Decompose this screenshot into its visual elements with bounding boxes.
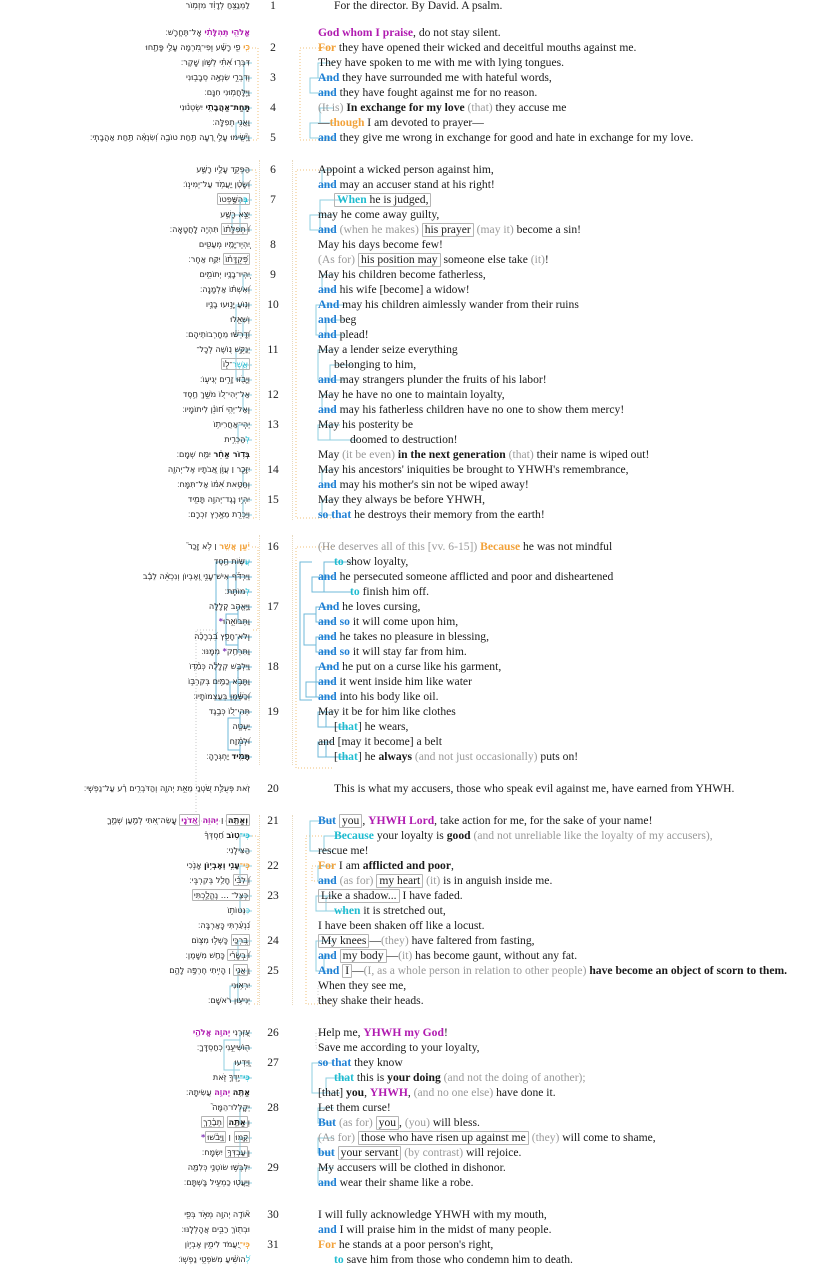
english-text: They have spoken to me with me with lying tongues. bbox=[318, 56, 565, 69]
english-text: Appoint a wicked person against him, bbox=[318, 163, 494, 176]
hebrew-text: וַיֶּאֱהַ֣ב קְ֭לָלָה bbox=[208, 601, 250, 611]
hebrew-text: וַאֲנִ֥י תְפִלָּֽה׃ bbox=[212, 117, 250, 127]
verse-number: 25 bbox=[267, 964, 279, 977]
hebrew-text: קָ֤מוּ ׀ וַיֵּבֹ֗שׁוּ* bbox=[200, 1132, 248, 1142]
verse-number: 2 bbox=[270, 41, 276, 54]
hebrew-text: בְּהִשָּׁ֣פְטוֹ bbox=[219, 194, 248, 204]
english-text: May his children become fatherless, bbox=[318, 268, 486, 281]
english-text: May it be for him like clothes bbox=[318, 705, 456, 718]
english-text: And he loves cursing, bbox=[318, 600, 421, 613]
verse-line bbox=[0, 297, 825, 312]
hebrew-text: יִזָּכֵ֤ר ׀ עֲוֺ֣ן אֲ֭בֹתָיו אֶל־יְהוָ֑ה bbox=[167, 464, 250, 474]
english-text: But (as for) you , (you) will bless. bbox=[318, 1116, 480, 1129]
verse-number: 5 bbox=[270, 131, 276, 144]
hebrew-text: כִּֽי־יַ֭עֲמֹד לִימִ֣ין אֶבְי֑וֹן bbox=[184, 1239, 250, 1249]
verse-number: 14 bbox=[267, 463, 279, 476]
verse-line bbox=[0, 644, 825, 659]
hebrew-text: וַתָּבֹ֣א כַמַּ֣יִם בְּקִרְבּ֑וֹ bbox=[188, 676, 250, 686]
english-text: so that he destroys their memory from the earth! bbox=[318, 508, 545, 521]
english-text: And he put on a curse like his garment, bbox=[318, 660, 502, 673]
english-text: (As for) those who have risen up against me (they) will come to shame, bbox=[318, 1131, 656, 1144]
verse-line bbox=[0, 1130, 825, 1145]
verse-line bbox=[0, 25, 825, 40]
english-text: that this is your doing (and not the doing of another); bbox=[334, 1071, 586, 1084]
hebrew-text: דִּבְּר֥וּ אִ֝תִּ֗י לְשׁ֣וֹן שָֽׁקֶר׃ bbox=[180, 57, 250, 67]
english-text: For I am afflicted and poor, bbox=[318, 859, 454, 872]
hebrew-text: כְּצֵל־ … נֶהֱלָ֑כְתִּי bbox=[193, 890, 248, 900]
english-text: and may strangers plunder the fruits of his labor! bbox=[318, 373, 547, 386]
hebrew-text: ה֖וֹשִׁיעֵ֣נִי כְחַסְדֶּֽךָ׃ bbox=[196, 1042, 250, 1052]
english-text: For he stands at a poor person's right, bbox=[318, 1238, 494, 1251]
hebrew-text: וְ֝לִבִּ֗י חָלַ֥ל בְּקִרְבִּֽי׃ bbox=[189, 875, 250, 885]
verse-line bbox=[0, 477, 825, 492]
english-text: but your servant (by contrast) will rejoice. bbox=[318, 1146, 522, 1159]
hebrew-text: לְמוֹתֵֽת׃ bbox=[224, 586, 250, 596]
verse-line bbox=[0, 1115, 825, 1130]
hebrew-text: וְנ֤וֹעַ יָנ֣וּעוּ בָנָ֣יו bbox=[205, 299, 250, 309]
verse-line bbox=[0, 387, 825, 402]
hebrew-text: וַיָּ֘שִׂ֤ימוּ עָלַ֣י רָ֭עָה תַּ֣חַת טוֹבָ֑ה וְ֝שִׂנְאָ֗ה תַּ֣חַת אַהֲבָתִֽי׃ bbox=[89, 132, 250, 142]
hebrew-text: לַמְנַצֵּ֥חַ לְדָוִ֗ד מִזְמ֥וֹר bbox=[185, 0, 250, 10]
hebrew-text: וְֽאַל־יְהִ֥י ח֝וֹנֵ֗ן לִיתוֹמָֽיו׃ bbox=[182, 404, 250, 414]
verse-line bbox=[0, 1160, 825, 1175]
verse-number: 26 bbox=[267, 1026, 279, 1039]
english-text: —though I am devoted to prayer— bbox=[318, 116, 484, 129]
hebrew-text: וְֽעַבְדְּךָ֥ יִשְׂמָֽח׃ bbox=[201, 1147, 250, 1157]
english-text: But you , YHWH Lord, take action for me, for the sake of your name! bbox=[318, 814, 653, 827]
hebrew-text: אֱלֹהֵ֥י תְהִלָּתִ֗י אַֽל־תֶּחֱרַֽשׁ׃ bbox=[165, 27, 250, 37]
verse-number: 9 bbox=[270, 268, 276, 281]
english-text: May a lender seize everything bbox=[318, 343, 458, 356]
english-text: and plead! bbox=[318, 328, 369, 341]
english-text: rescue me! bbox=[318, 844, 369, 857]
hebrew-text: לְהַכְרִ֑ית bbox=[224, 434, 250, 444]
english-text: (As for) his position may someone else take (it)! bbox=[318, 253, 549, 266]
verse-line bbox=[0, 55, 825, 70]
hebrew-text: יִֽהְיֽוּ־יָמָ֥יו מְעַטִּ֑ים bbox=[198, 239, 250, 249]
english-text: For they have opened their wicked and deceitful mouths against me. bbox=[318, 41, 637, 54]
english-text: may he come away guilty, bbox=[318, 208, 440, 221]
hebrew-text: כִּ֤י פִ֪י רָשָׁ֡ע וּֽפִי־מִ֭רְמָה עָלַ֣י פָּתָ֑חוּ bbox=[145, 42, 250, 52]
hebrew-text: תַּֽחַת־אַהֲבָתִ֥י יִשְׂטְנ֗וּנִי bbox=[179, 102, 250, 112]
english-text: belonging to him, bbox=[334, 358, 417, 371]
english-text: And may his children aimlessly wander from their ruins bbox=[318, 298, 579, 311]
english-text: May his days become few! bbox=[318, 238, 443, 251]
hebrew-text: יְנַקֵּ֣שׁ נ֭וֹשֶׁה לְכָל־ bbox=[196, 344, 250, 354]
hebrew-text: נִ֝נְעַ֗רְתִּי כָּֽאַרְבֶּֽה׃ bbox=[198, 920, 250, 930]
english-text: and [may it become] a belt bbox=[318, 735, 442, 748]
verse-line bbox=[0, 1207, 825, 1222]
hebrew-text: וַיִּלְבַּ֥שׁ קְלָלָ֗ה כְּמַ֫דּ֥וֹ bbox=[189, 661, 250, 671]
verse-line bbox=[0, 1025, 825, 1040]
verse-line bbox=[0, 130, 825, 145]
english-text: May his ancestors' iniquities be brought to YHWH's remembrance, bbox=[318, 463, 629, 476]
verse-line bbox=[0, 357, 825, 372]
verse-line bbox=[0, 1055, 825, 1070]
english-text: When they see me, bbox=[318, 979, 407, 992]
verse-line bbox=[0, 1252, 825, 1267]
verse-line bbox=[0, 629, 825, 644]
english-text: and wear their shame like a robe. bbox=[318, 1176, 474, 1189]
verse-number: 22 bbox=[267, 859, 279, 872]
verse-number: 19 bbox=[267, 705, 279, 718]
verse-line bbox=[0, 177, 825, 192]
verse-line bbox=[0, 282, 825, 297]
hebrew-text: וְאַתָּ֤ה ׀ יְהוִ֣ה אֲ֭דֹנָי עֲֽשֵׂה־אִ֭תִּי לְמַ֣עַן שְׁמֶ֑ךָ bbox=[107, 815, 248, 825]
english-text: and into his body like oil. bbox=[318, 690, 439, 703]
hebrew-text: וַיִּֽלָּחֲמ֥וּנִי חִנָּֽם׃ bbox=[204, 87, 250, 97]
verse-line bbox=[0, 462, 825, 477]
verse-line bbox=[0, 614, 825, 629]
verse-line bbox=[0, 267, 825, 282]
hebrew-text: וַתְּבוֹאֵ֑הוּ* bbox=[218, 616, 250, 626]
english-text: May (it be even) in the next generation (that) their name is wiped out! bbox=[318, 448, 650, 461]
english-text: May his posterity be bbox=[318, 418, 413, 431]
hebrew-text: אַתָּ֖ה יְהוָ֣ה עֲשִׂיתָֽהּ׃ bbox=[185, 1087, 250, 1097]
verse-number: 20 bbox=[267, 782, 279, 795]
english-text: doomed to destruction! bbox=[350, 433, 458, 446]
verse-line bbox=[0, 858, 825, 873]
verse-line bbox=[0, 1040, 825, 1055]
english-text: I have been shaken off like a locust. bbox=[318, 919, 485, 932]
verse-line bbox=[0, 828, 825, 843]
verse-line bbox=[0, 843, 825, 858]
verse-line bbox=[0, 933, 825, 948]
verse-line bbox=[0, 781, 825, 796]
english-text: And they have surrounded me with hateful words, bbox=[318, 71, 552, 84]
english-text: God whom I praise, do not stay silent. bbox=[318, 26, 501, 39]
english-text: When he is judged, bbox=[294, 192, 825, 207]
hebrew-text: וְֽ֭יֵדְעוּ bbox=[234, 1057, 250, 1067]
hebrew-text: יְקַֽלְלוּ־הֵמָּה֮ bbox=[212, 1102, 250, 1112]
verse-line bbox=[0, 312, 825, 327]
hebrew-text: וְאַתָּ֪ה תְבָ֫רֵ֥ךְ bbox=[203, 1117, 250, 1127]
verse-number: 7 bbox=[270, 193, 276, 206]
hebrew-text: וְ֝דָרְשׁ֗וּ מֵחָרְבוֹתֵיהֶֽם׃ bbox=[185, 329, 250, 339]
hebrew-text: תְּהִי־ל֭וֹ כְּבֶ֣גֶד bbox=[208, 706, 250, 716]
hebrew-text: וְֽלֹא־חָפֵ֥ץ בִּ֝בְרָכָ֗ה bbox=[194, 631, 250, 641]
english-text: Let them curse! bbox=[318, 1101, 391, 1114]
english-text: and may his mother's sin not be wiped away! bbox=[318, 478, 529, 491]
verse-line bbox=[0, 237, 825, 252]
english-text: For the director. By David. A psalm. bbox=[334, 0, 503, 12]
hebrew-text: יַ֗עַן אֲשֶׁ֤ר ׀ לֹ֥א זָכַר֮ bbox=[188, 541, 250, 551]
verse-number: 13 bbox=[267, 418, 279, 431]
english-text: My accusers will be clothed in dishonor. bbox=[318, 1161, 506, 1174]
verse-number: 11 bbox=[267, 343, 279, 356]
verse-line bbox=[0, 207, 825, 222]
verse-line bbox=[0, 948, 825, 963]
verse-line bbox=[0, 1100, 825, 1115]
verse-number: 12 bbox=[267, 388, 279, 401]
english-text: and my body —(it) has become gaunt, without any fat. bbox=[318, 949, 578, 962]
verse-number: 6 bbox=[270, 163, 276, 176]
verse-number: 8 bbox=[270, 238, 276, 251]
verse-number: 4 bbox=[270, 101, 276, 114]
verse-line bbox=[0, 1175, 825, 1190]
hebrew-text: כִּֽי־עָנִ֣י וְאֶבְי֣וֹן אָנֹ֑כִי bbox=[186, 860, 250, 870]
verse-line bbox=[0, 402, 825, 417]
hebrew-text: כִּי־יָ֣דְךָ֣ זֹּ֑את bbox=[212, 1072, 250, 1082]
verse-line bbox=[0, 1222, 825, 1237]
hebrew-text: וַתִּרְחַ֥ק* מִמֶּֽנּוּ׃ bbox=[201, 646, 250, 656]
verse-number: 3 bbox=[270, 71, 276, 84]
english-text: and they have fought against me for no reason. bbox=[318, 86, 538, 99]
hebrew-text: בְּד֥וֹר אַחֵ֗ר יִמַּ֥ח שְׁמָֽם׃ bbox=[176, 449, 250, 459]
verse-number: 15 bbox=[267, 493, 279, 506]
verse-line bbox=[0, 1237, 825, 1252]
verse-line bbox=[0, 100, 825, 115]
english-text: And I —(I, as a whole person in relation to other people) have become an object of scorn to them. bbox=[318, 964, 788, 977]
hebrew-text: בִּ֭רְכַּי כָּשְׁל֣וּ מִצּ֑וֹם bbox=[191, 935, 248, 945]
hebrew-text: אַל־יְהִי־ל֭וֹ מֹשֵׁ֣ךְ חָ֑סֶד bbox=[182, 389, 250, 399]
english-text: [that] he wears, bbox=[334, 720, 409, 733]
english-text: This is what my accusers, those who speak evil against me, have earned from YHWH. bbox=[334, 782, 735, 795]
english-text: and I will praise him in the midst of many people. bbox=[318, 1223, 552, 1236]
verse-line bbox=[0, 873, 825, 888]
hebrew-text: כִּנְטוֹת֣וֹ bbox=[227, 905, 250, 915]
verse-line bbox=[0, 342, 825, 357]
english-text: and they give me wrong in exchange for good and hate in exchange for my love. bbox=[318, 131, 694, 144]
english-text: Because your loyalty is good (and not unreliable like the loyalty of my accusers), bbox=[334, 829, 713, 842]
verse-line bbox=[0, 978, 825, 993]
verse-number: 1 bbox=[270, 0, 276, 12]
verse-line bbox=[0, 417, 825, 432]
verse-line bbox=[0, 492, 825, 507]
verse-number: 18 bbox=[267, 660, 279, 673]
hebrew-text: וְיָבֹ֖זּוּ זָרִ֣ים יְגִיעֽוֹ׃ bbox=[199, 374, 250, 384]
verse-line bbox=[0, 40, 825, 55]
english-text: Help me, YHWH my God! bbox=[318, 1026, 448, 1039]
hebrew-text: אֲשֶׁר־ל֑וֹ bbox=[222, 359, 248, 369]
verse-number: 10 bbox=[267, 298, 279, 311]
english-text: and may an accuser stand at his right! bbox=[318, 178, 495, 191]
verse-line bbox=[0, 749, 825, 764]
verse-line bbox=[0, 1085, 825, 1100]
hebrew-text: וְחַטַּ֥את אִ֝מּ֗וֹ אַל־תִּמָּֽח׃ bbox=[177, 479, 250, 489]
hebrew-text: לְ֝הוֹשִׁ֗יעַ מִשֹּׁפְטֵ֥י נַפְשֽׁוֹ׃ bbox=[178, 1254, 250, 1264]
verse-number: 21 bbox=[267, 814, 279, 827]
verse-line bbox=[0, 507, 825, 522]
english-text: and may his fatherless children have no one to show them mercy! bbox=[318, 403, 625, 416]
english-text: and (when he makes) his prayer (may it) become a sin! bbox=[318, 223, 581, 236]
english-text: and it went inside him like water bbox=[318, 675, 472, 688]
verse-number: 29 bbox=[267, 1161, 279, 1174]
verse-line bbox=[0, 734, 825, 749]
verse-line bbox=[0, 539, 825, 554]
verse-line bbox=[0, 689, 825, 704]
hebrew-text: יִהְי֣וּ נֶֽגֶד־יְהוָ֣ה תָּמִ֑יד bbox=[187, 494, 250, 504]
verse-number: 17 bbox=[267, 600, 279, 613]
verse-line bbox=[0, 963, 825, 978]
hebrew-text: וּ֝בְשָׂרִ֗י כָּחַ֥שׁ מִשָּֽׁמֶן׃ bbox=[185, 950, 250, 960]
hebrew-text: הַפְקֵ֣ד עָלָ֣יו רָשָׁ֑ע bbox=[196, 164, 250, 174]
hebrew-text: וּ֝תְפִלָּת֗וֹ תִּהְיֶ֥ה לַֽחֲטָאָֽה׃ bbox=[169, 224, 250, 234]
verse-line bbox=[0, 704, 825, 719]
english-text: to save him from those who condemn him to death. bbox=[334, 1253, 573, 1266]
english-text: to show loyalty, bbox=[334, 555, 409, 568]
hebrew-text: הַצִּילֵֽנִי׃ bbox=[226, 845, 250, 855]
hebrew-text: יִֽהְיוּ־בָנָ֥יו יְתוֹמִ֑ים bbox=[199, 269, 250, 279]
english-text: to finish him off. bbox=[350, 585, 430, 598]
hebrew-text: א֘וֹדֶ֤ה יְהוָ֣ה מְאֹ֣ד בְּפִ֑י bbox=[184, 1209, 250, 1219]
english-text: and his wife [become] a widow! bbox=[318, 283, 470, 296]
english-text: and so it will stay far from him. bbox=[318, 645, 467, 658]
hebrew-text: וּ֝לְמֵ֗זַח bbox=[229, 736, 250, 746]
verse-line bbox=[0, 252, 825, 267]
english-text: May he have no one to maintain loyalty, bbox=[318, 388, 505, 401]
hebrew-text: יִלְבְּשׁ֣וּ שׂוֹטְנַ֣י כְּלִמָּ֑ה bbox=[187, 1162, 250, 1172]
verse-number: 27 bbox=[267, 1056, 279, 1069]
english-text: May they always be before YHWH, bbox=[318, 493, 485, 506]
hebrew-text: וְיַכְרֵ֖ת מֵאֶ֣רֶץ זִכְרָֽם׃ bbox=[187, 509, 250, 519]
verse-line bbox=[0, 162, 825, 177]
verse-line bbox=[0, 674, 825, 689]
english-text: and beg bbox=[318, 313, 357, 326]
hebrew-text: וְיַעֲט֖וּ כַמְעִ֣יל בָּשְׁתָּֽם׃ bbox=[183, 1177, 250, 1187]
verse-line bbox=[0, 327, 825, 342]
hebrew-text: וְשִׁאֵ֑לוּ bbox=[230, 314, 250, 324]
verse-line bbox=[0, 813, 825, 828]
verse-number: 24 bbox=[267, 934, 279, 947]
hebrew-text: וְ֝אִשְׁתּ֗וֹ אַלְמָנָֽה׃ bbox=[199, 284, 250, 294]
hebrew-text: וַיִּרְדֹּ֡ף אִישׁ־עָנִ֣י וְ֭אֶבְיוֹן וְנִכְאֵ֨ה לֵבָ֬ב bbox=[142, 571, 250, 581]
verse-line bbox=[0, 432, 825, 447]
english-text: [that] he always (and not just occasionally) puts on! bbox=[334, 750, 579, 763]
verse-line bbox=[0, 554, 825, 569]
verse-line bbox=[0, 1145, 825, 1160]
verse-number: 28 bbox=[267, 1101, 279, 1114]
verse-line bbox=[0, 1070, 825, 1085]
verse-number: 31 bbox=[267, 1238, 279, 1251]
hebrew-text: וּבְת֖וֹךְ רַבִּ֣ים אֲהַֽלְלֶֽנּוּ׃ bbox=[181, 1224, 250, 1234]
verse-line bbox=[0, 70, 825, 85]
verse-line bbox=[0, 918, 825, 933]
hebrew-text: וְ֝כַשֶּׁ֗מֶן בְּעַצְמוֹתָֽיו׃ bbox=[193, 691, 250, 701]
hebrew-text: עָ֭זְרֵנִי יְהוָ֣ה אֱלֹהָ֑י bbox=[192, 1027, 250, 1037]
english-text: and (as for) my heart (it) is in anguish inside me. bbox=[318, 874, 553, 887]
english-text: (He deserves all of this [vv. 6-15]) Because he was not mindful bbox=[318, 540, 613, 553]
english-text: when it is stretched out, bbox=[334, 904, 446, 917]
english-text: Save me according to your loyalty, bbox=[318, 1041, 480, 1054]
hebrew-text: כִּי־ט֥וֹב חַ֝סְדְּךָ֗ bbox=[204, 830, 250, 840]
hebrew-text: יְהִֽי־אַחֲרִית֥וֹ bbox=[213, 419, 250, 429]
verse-number: 16 bbox=[267, 540, 279, 553]
verse-line bbox=[0, 447, 825, 462]
english-text: My knees —(they) have faltered from fasting, bbox=[294, 933, 825, 948]
english-text: I will fully acknowledge YHWH with my mouth, bbox=[318, 1208, 547, 1221]
verse-line bbox=[0, 85, 825, 100]
hebrew-text: יְנִיע֥וּן רֹאשָֽׁם׃ bbox=[207, 995, 250, 1005]
verse-line bbox=[0, 0, 825, 13]
verse-number: 30 bbox=[267, 1208, 279, 1221]
hebrew-text: יַעְטֶ֑ה bbox=[232, 721, 250, 731]
hebrew-text: וְ֝שָׂטָ֗ן יַעֲמֹ֥ד עַל־יְמִינֽוֹ׃ bbox=[182, 179, 250, 189]
verse-line bbox=[0, 993, 825, 1008]
hebrew-text: פְּ֝קֻדָּת֗וֹ יִקַּ֥ח אַחֵֽר׃ bbox=[188, 254, 248, 264]
verse-line bbox=[0, 372, 825, 387]
verse-line bbox=[0, 569, 825, 584]
english-text: Like a shadow... I have faded. bbox=[294, 888, 825, 903]
hebrew-text: יֵצֵ֣א רָשָׁ֑ע bbox=[220, 209, 250, 219]
verse-number: 23 bbox=[267, 889, 279, 902]
verse-line bbox=[0, 719, 825, 734]
hebrew-text: תָּמִ֥יד יַחְגְּרֶֽהָ׃ bbox=[206, 751, 250, 761]
verse-line bbox=[0, 222, 825, 237]
english-text: and so it will come upon him, bbox=[318, 615, 459, 628]
hebrew-text: וַאֲנִ֤י ׀ הָיִ֣יתִי חֶרְפָּ֣ה לָהֶ֑ם bbox=[169, 965, 250, 975]
english-text: so that they know bbox=[318, 1056, 403, 1069]
english-text: [that] you, YHWH, (and no one else) have done it. bbox=[318, 1086, 556, 1099]
hebrew-text: יִרְא֥וּנִי bbox=[231, 980, 250, 990]
verse-line bbox=[0, 599, 825, 614]
english-text: and he persecuted someone afflicted and poor and disheartened bbox=[318, 570, 614, 583]
hebrew-text: זֹ֤את פְּעֻלַּ֣ת שֹׂ֭טְנַי מֵאֵ֣ת יְהוָ֑ה וְהַדֹּבְרִ֥ים רָ֗ע עַל־נַפְשִֽׁי׃ bbox=[83, 783, 250, 793]
verse-line bbox=[0, 192, 825, 207]
hebrew-text: עֲשׂ֪וֹת חָ֥סֶד bbox=[213, 556, 250, 566]
verse-line bbox=[0, 659, 825, 674]
english-text: (It is) In exchange for my love (that) they accuse me bbox=[318, 101, 567, 114]
english-text: they shake their heads. bbox=[318, 994, 424, 1007]
verse-line bbox=[0, 888, 825, 903]
english-text: and he takes no pleasure in blessing, bbox=[318, 630, 489, 643]
verse-line bbox=[0, 115, 825, 130]
verse-line bbox=[0, 903, 825, 918]
hebrew-text: וְדִבְרֵ֣י שִׂנְאָ֣ה סְבָב֑וּנִי bbox=[186, 72, 250, 82]
verse-line bbox=[0, 584, 825, 599]
